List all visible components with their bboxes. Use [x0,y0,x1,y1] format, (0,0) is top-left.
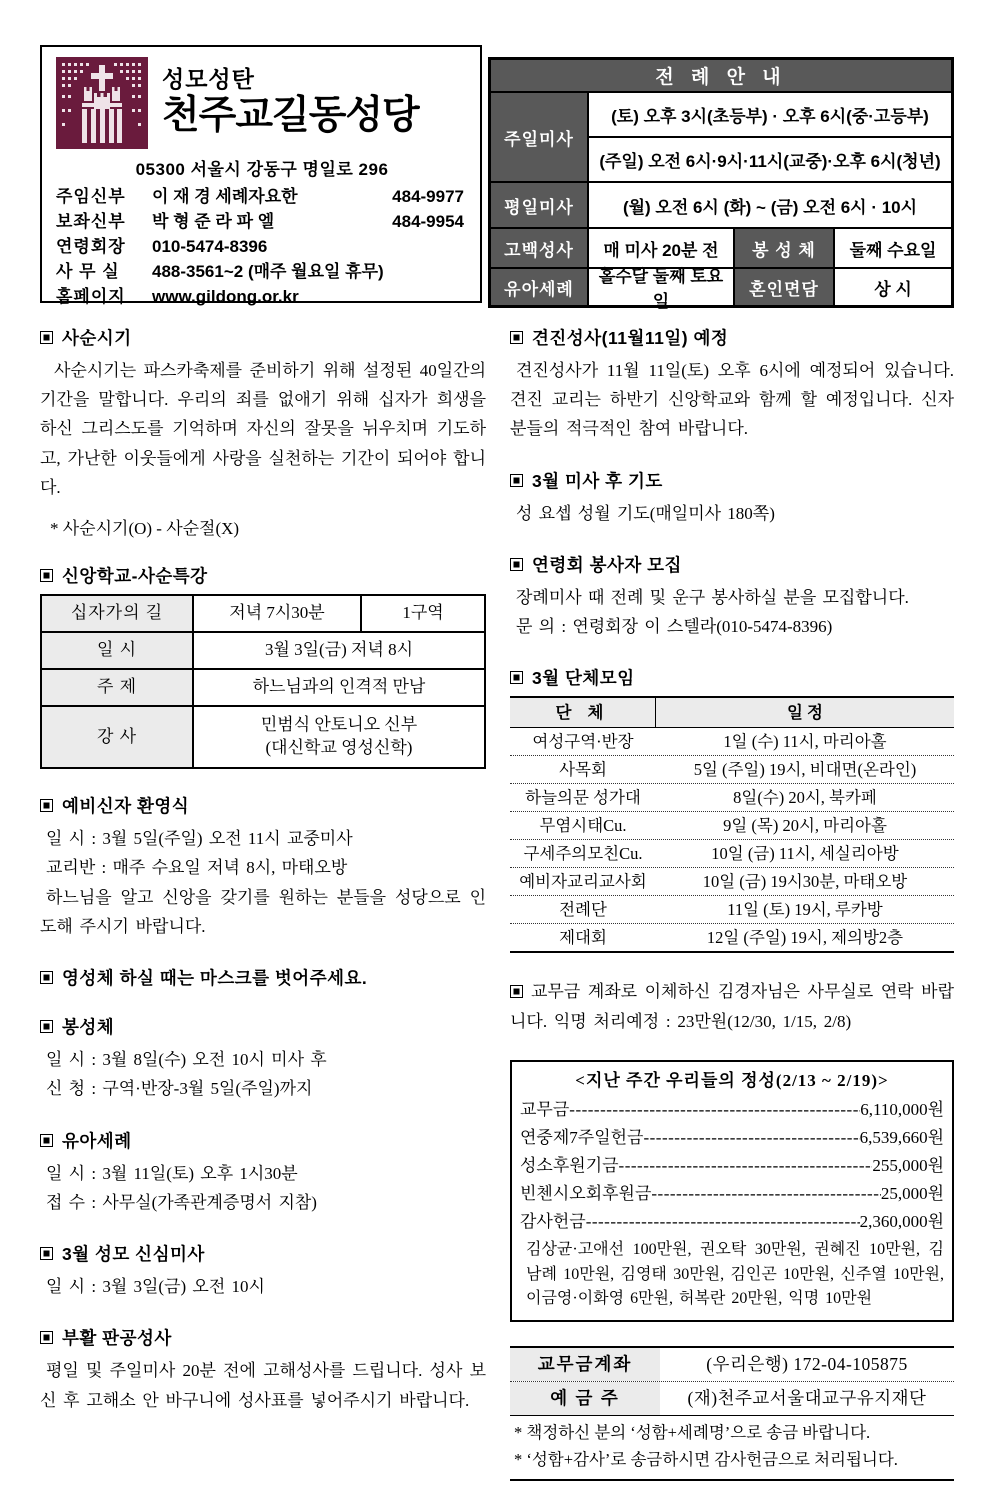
account-label: 교무금계좌 [510,1348,660,1381]
speaker-affiliation: (대신학교 영성신학) [265,738,413,758]
thanksgiving-donor-list: 김상균·고애선 100만원, 권오탁 30만원, 권혜진 10만원, 김남례 10만원, 김영태 30만원, 김인곤 10만원, 신주열 10만원, 이금영·이화영 6만원, 허복란 20만원, 익명 10만원 [526,1240,944,1308]
schedule-cell: 1일 (수) 11시, 마리아홀 [723,732,887,752]
contact-row-assistant [56,209,468,234]
section-lent [40,325,486,539]
contact-label: 보좌신부 [56,212,126,231]
left-column [40,325,486,1505]
contact-row-pastor [56,184,468,209]
parish-info-box [40,45,482,306]
offering-amount: 6,539,660원 [859,1127,944,1147]
offering-name: 빈첸시오회후원금 [520,1183,652,1203]
section-bereavement-volunteers [510,552,954,641]
account-row [510,1382,954,1415]
table-row [510,924,954,951]
sunday-mass-label: 주일미사 [490,92,588,182]
table-cell: 주 제 [41,669,193,706]
table-row [510,896,954,924]
detail-line: 장례미사 때 전례 및 운구 봉사하실 분을 모집합니다. [516,587,909,607]
square-bullet-icon [510,474,523,487]
note-line: * 책정하신 분의 ‘성함+세례명’으로 송금 바랍니다. [514,1423,871,1443]
org-cell: 하늘의문 성가대 [525,788,641,808]
section-heading: 유아세례 [62,1130,132,1151]
column-header-org: 단 체 [510,698,656,727]
infant-baptism-value: 홀수달 둘째 토요일 [588,268,734,306]
table-header-row [510,698,954,728]
offering-row [520,1124,944,1152]
table-cell: 일 시 [41,632,193,669]
org-cell: 여성구역·반장 [532,732,634,752]
offering-name: 성소후원기금 [520,1155,619,1175]
contact-value: 이 재 경 세례자요한 [152,187,298,206]
section-heading: 부활 판공성사 [62,1328,172,1349]
weekday-mass-label: 평일미사 [490,182,588,228]
table-cell: 3월 3일(금) 저녁 8시 [193,632,485,669]
contact-phone: 484-9977 [392,187,464,206]
section-heading: 연령회 봉사자 모집 [532,554,682,575]
dash-filler [651,1180,880,1208]
section-march-prayer [510,468,954,528]
sunday-mass-saturday: (토) 오후 3시(초등부) · 오후 6시(중·고등부) [588,92,952,137]
square-bullet-icon [40,1331,53,1344]
schedule-cell: 9일 (목) 20시, 마리아홀 [723,816,887,836]
org-cell: 전례단 [559,900,607,920]
org-cell: 사목회 [559,760,607,780]
section-confirmation [510,325,954,444]
section-body: 평일 및 주일미사 20분 전에 고해성사를 드립니다. 성사 보신 후 고해소 안 바구니에 성사표를 넣어주시기 바랍니다. [40,1361,486,1410]
homepage-url: www.gildong.or.kr [152,287,299,306]
square-bullet-icon [510,331,523,344]
section-easter-confession [40,1325,486,1414]
table-row [510,812,954,840]
right-column [510,325,954,1505]
contact-label: 사 무 실 [56,262,120,281]
offering-name: 감사헌금 [520,1211,586,1231]
section-body: 사순시기는 파스카축제를 준비하기 위해 설정된 40일간의 기간을 말합니다. 우리의 죄를 없애기 위해 십자가 희생을 하신 그리스도를 기억하며 자신의 잘못을 뉘우치며 기도하고, 가난한 이웃들에게 사랑을 실천하는 기간이 되어야 합니다. [40,361,486,497]
parish-titles [162,57,419,139]
liturgy-table-title: 전 례 안 내 [490,59,952,92]
table-cell: 강 사 [41,706,193,768]
section-infant-baptism [40,1128,486,1217]
contact-label: 홈페이지 [56,287,126,306]
group-meetings-table [510,696,954,953]
square-bullet-icon [40,569,53,582]
section-heading: 사순시기 [62,328,132,348]
table-cell [193,706,485,768]
contact-value: 010-5474-8396 [152,237,268,256]
section-catechumen-welcome [40,793,486,941]
account-holder-value: (재)천주교서울대교구유지재단 [687,1388,927,1409]
weekday-mass-value: (월) 오전 6시 (화) ~ (금) 오전 6시 · 10시 [588,182,952,228]
contact-phone: 484-9954 [392,212,464,231]
org-cell: 예비자교리교사회 [519,872,647,892]
detail-line: 신 청 : 구역·반장-3월 5일(주일)까지 [46,1079,313,1099]
account-row [510,1348,954,1382]
square-bullet-icon [510,558,523,571]
schedule-cell: 12일 (주일) 19시, 제의방2층 [706,928,904,948]
dash-filler [619,1152,873,1180]
section-heading: 영성체 하실 때는 마스크를 벗어주세요. [62,968,368,989]
offering-amount: 25,000원 [880,1183,944,1203]
detail-line: 일 시 : 3월 3일(금) 오전 10시 [46,1277,265,1297]
church-logo-icon [56,57,148,149]
column-header-schedule: 일 정 [786,703,823,723]
bulletin-header [40,45,954,311]
section-body: 견진성사가 11월 11일(토) 오후 6시에 예정되어 있습니다. 견진 교리는 하반기 신앙학교와 함께 할 예정입니다. 신자분들의 적극적인 참여 바랍니다. [510,361,954,439]
dash-filler [643,1124,859,1152]
section-account-info [510,1346,954,1481]
faith-school-table [40,594,486,769]
square-bullet-icon [510,985,523,998]
org-cell: 구세주의모친Cu. [523,844,643,864]
offering-amount: 6,110,000원 [860,1099,944,1119]
section-transfer-notice [510,977,954,1035]
parish-subtitle: 성모성탄 [162,66,255,92]
schedule-cell: 11일 (토) 19시, 루카방 [727,900,883,920]
offering-row [520,1208,944,1236]
section-heading: 신앙학교-사순특강 [62,566,208,587]
square-bullet-icon [40,971,53,984]
marriage-counsel-label: 혼인면담 [734,268,834,306]
square-bullet-icon [40,1020,53,1033]
parish-title: 천주교길동성당 [162,94,419,137]
section-mask-notice [40,965,486,990]
section-weekly-offering [510,1060,954,1322]
schedule-cell: 10일 (금) 19시30분, 마태오방 [702,872,908,892]
confession-value: 매 미사 20분 전 [588,228,734,268]
account-number: (우리은행) 172-04-105875 [706,1354,908,1375]
dash-filler [569,1096,860,1124]
infant-baptism-label: 유아세례 [490,268,588,306]
table-cell: 십자가의 길 [41,595,193,632]
account-holder-label: 예 금 주 [510,1382,660,1415]
schedule-cell: 8일(수) 20시, 북카페 [733,788,877,808]
square-bullet-icon [40,1247,53,1260]
contact-value: 박 형 준 라 파 엘 [152,212,275,231]
contact-row-office [56,259,468,284]
table-cell: 1구역 [361,595,485,632]
square-bullet-icon [40,799,53,812]
section-note: * 사순시기(O) - 사순절(X) [50,519,240,539]
section-heading: 3월 단체모임 [532,668,635,689]
detail-line: 교리반 : 매주 수요일 저녁 8시, 마태오방 [46,858,348,878]
detail-line: 문 의 : 연령회장 이 스텔라(010-5474-8396) [516,617,833,637]
table-cell: 하느님과의 인격적 만남 [193,669,485,706]
section-heading: 3월 성모 신심미사 [62,1244,205,1265]
org-cell: 무염시태Cu. [539,816,627,836]
offering-amount: 255,000원 [872,1155,944,1175]
marriage-counsel-value: 상 시 [834,268,952,306]
detail-line: 성 요셉 성월 기도(매일미사 180쪽) [516,503,775,523]
offering-row [520,1180,944,1208]
table-cell: 저녁 7시30분 [193,595,361,632]
square-bullet-icon [510,671,523,684]
parish-address: 05300 서울시 강동구 명일로 296 [135,160,389,179]
table-row [510,756,954,784]
account-table [510,1346,954,1481]
offering-name: 연중제7주일헌금 [520,1127,644,1147]
detail-line: 일 시 : 3월 5일(주일) 오전 11시 교중미사 [46,829,353,849]
section-heading: 3월 미사 후 기도 [532,470,663,491]
table-row [510,840,954,868]
offering-name: 교무금 [520,1099,570,1119]
offering-box [510,1060,954,1322]
section-heading: 봉성체 [62,1017,115,1038]
contact-label: 연령회장 [56,237,126,256]
dash-filler [586,1208,860,1236]
contact-label: 주임신부 [56,187,126,206]
section-mary-mass [40,1241,486,1301]
offering-row [520,1096,944,1124]
section-body: 하느님을 알고 신앙을 갖기를 원하는 분들을 성당으로 인도해 주시기 바랍니다. [40,887,486,936]
table-row [510,868,954,896]
table-row [510,728,954,756]
speaker-name: 민범식 안토니오 신부 [260,715,418,735]
offering-title: <지난 주간 우리들의 정성(2/13 ~ 2/19)> [575,1070,889,1090]
schedule-cell: 10일 (금) 11시, 세실리아방 [711,844,899,864]
notice-text: 교무금 계좌로 이체하신 김경자님은 사무실로 연락 바랍니다. 익명 처리예정 : 23만원(12/30, 1/15, 2/8) [510,982,954,1031]
account-notes [510,1415,954,1479]
communion-label: 봉 성 체 [734,228,834,268]
section-heading: 예비신자 환영식 [62,796,190,817]
offering-row [520,1152,944,1180]
sunday-mass-sunday: (주일) 오전 6시·9시·11시(교중)·오후 6시(청년) [588,137,952,182]
contact-row-homepage [56,284,468,309]
section-group-meetings [510,665,954,953]
communion-value: 둘째 수요일 [834,228,952,268]
confession-label: 고백성사 [490,228,588,268]
section-heading: 견진성사(11월11일) 예정 [532,328,729,348]
table-row [510,784,954,812]
section-body [510,977,954,1035]
detail-line: 일 시 : 3월 8일(수) 오전 10시 미사 후 [46,1050,327,1070]
square-bullet-icon [40,331,53,344]
schedule-cell: 5일 (주일) 19시, 비대면(온라인) [693,760,917,780]
section-communion-visit [40,1014,486,1103]
section-faith-school [40,563,486,769]
note-line: * ‘성함+감사’로 송금하시면 감사헌금으로 처리됩니다. [514,1449,898,1469]
contact-row-bereavement-chair [56,234,468,259]
parish-identity [56,57,468,149]
detail-line: 접 수 : 사무실(가족관계증명서 지참) [46,1192,317,1212]
detail-line: 일 시 : 3월 11일(토) 오후 1시30분 [46,1163,298,1183]
square-bullet-icon [40,1134,53,1147]
liturgy-schedule-table [488,57,954,311]
contact-value: 488-3561~2 (매주 월요일 휴무) [152,262,384,281]
org-cell: 제대회 [559,928,607,948]
offering-amount: 2,360,000원 [859,1211,944,1231]
